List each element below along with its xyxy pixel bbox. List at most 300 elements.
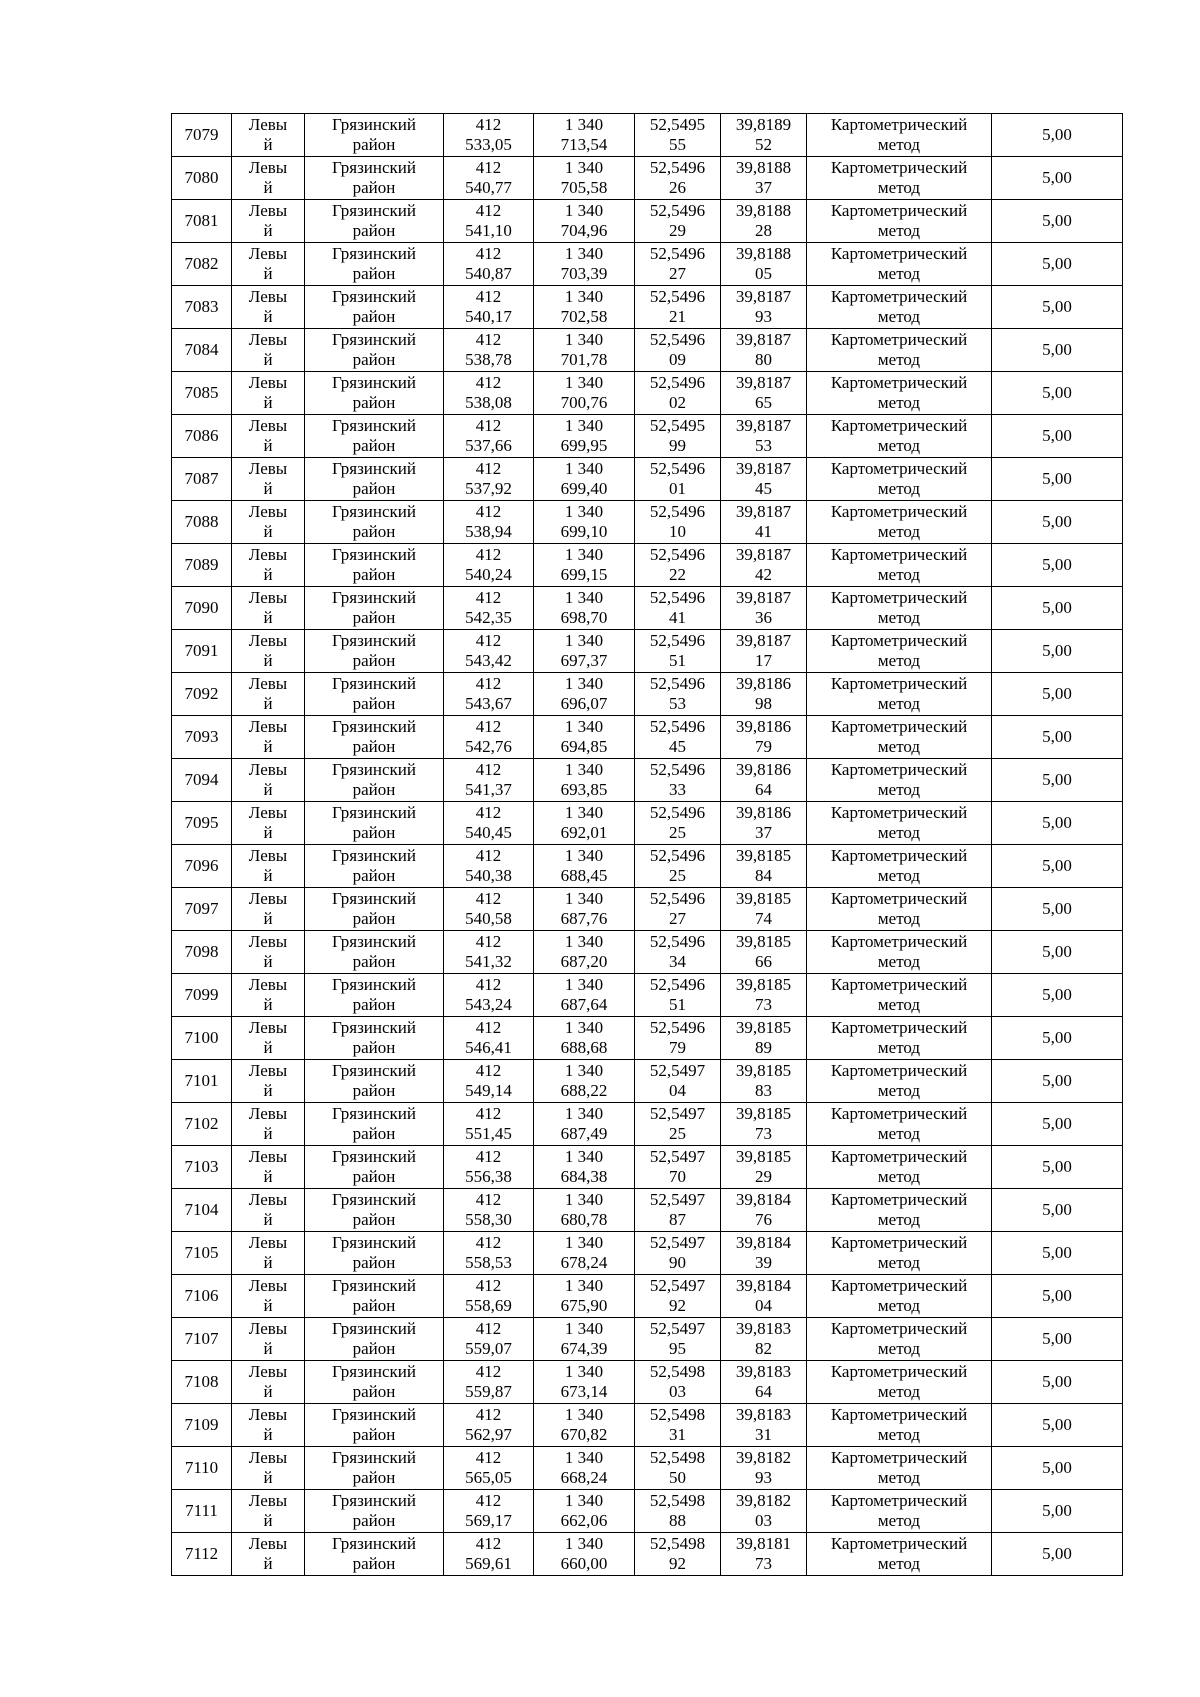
method-cell-line: метод xyxy=(877,866,921,885)
point-number-cell: 7084 xyxy=(172,329,232,372)
latitude-cell-line: 52,5496 xyxy=(649,717,706,736)
method-cell xyxy=(807,372,992,415)
x-coordinate-cell-line: 540,45 xyxy=(465,823,512,842)
accuracy-cell: 5,00 xyxy=(992,200,1123,243)
point-number-cell: 7106 xyxy=(172,1275,232,1318)
method-cell-line: метод xyxy=(877,909,921,928)
y-coordinate-cell xyxy=(534,415,635,458)
x-coordinate-cell xyxy=(444,974,534,1017)
table-row xyxy=(172,1017,1123,1060)
table-row xyxy=(172,1447,1123,1490)
longitude-cell-line: 39,8185 xyxy=(735,1104,792,1123)
point-number-cell: 7110 xyxy=(172,1447,232,1490)
side-cell-line: Левы xyxy=(248,502,288,521)
x-coordinate-cell-line: 541,37 xyxy=(465,780,512,799)
longitude-cell-line: 66 xyxy=(755,952,772,971)
x-coordinate-cell xyxy=(444,501,534,544)
district-cell-line: район xyxy=(352,1511,396,1530)
side-cell-line: й xyxy=(263,1253,273,1272)
latitude-cell xyxy=(635,157,721,200)
side-cell-line: й xyxy=(263,264,273,283)
longitude-cell xyxy=(721,200,807,243)
district-cell-line: Грязинский xyxy=(332,244,416,263)
x-coordinate-cell xyxy=(444,802,534,845)
y-coordinate-cell-line: 703,39 xyxy=(560,264,608,283)
x-coordinate-cell-line: 412 xyxy=(475,1276,502,1295)
side-cell-line: Левы xyxy=(248,975,288,994)
longitude-cell-line: 39,8182 xyxy=(735,1491,792,1510)
latitude-cell-line: 52,5498 xyxy=(649,1362,706,1381)
method-cell-line: метод xyxy=(877,952,921,971)
y-coordinate-cell xyxy=(534,974,635,1017)
x-coordinate-cell xyxy=(444,1017,534,1060)
x-coordinate-cell xyxy=(444,1447,534,1490)
side-cell-line: Левы xyxy=(248,846,288,865)
side-cell xyxy=(232,587,305,630)
district-cell xyxy=(305,888,444,931)
district-cell-line: район xyxy=(352,995,396,1014)
table-row xyxy=(172,329,1123,372)
y-coordinate-cell-line: 692,01 xyxy=(560,823,608,842)
side-cell-line: Левы xyxy=(248,373,288,392)
x-coordinate-cell-line: 412 xyxy=(475,1534,502,1553)
y-coordinate-cell-line: 678,24 xyxy=(560,1253,608,1272)
longitude-cell-line: 37 xyxy=(755,823,772,842)
side-cell xyxy=(232,630,305,673)
side-cell-line: й xyxy=(263,1511,273,1530)
district-cell-line: Грязинский xyxy=(332,115,416,134)
method-cell-line: Картометрический xyxy=(830,674,968,693)
y-coordinate-cell-line: 687,20 xyxy=(560,952,608,971)
method-cell-line: Картометрический xyxy=(830,932,968,951)
latitude-cell-line: 29 xyxy=(669,221,686,240)
longitude-cell-line: 39 xyxy=(755,1253,772,1272)
latitude-cell xyxy=(635,1060,721,1103)
latitude-cell xyxy=(635,1404,721,1447)
y-coordinate-cell-line: 699,15 xyxy=(560,565,608,584)
district-cell-line: район xyxy=(352,952,396,971)
accuracy-cell: 5,00 xyxy=(992,1490,1123,1533)
y-coordinate-cell-line: 688,45 xyxy=(560,866,608,885)
side-cell-line: Левы xyxy=(248,158,288,177)
side-cell-line: Левы xyxy=(248,1190,288,1209)
longitude-cell-line: 39,8186 xyxy=(735,760,792,779)
longitude-cell-line: 39,8185 xyxy=(735,1147,792,1166)
method-cell xyxy=(807,759,992,802)
table-row xyxy=(172,931,1123,974)
district-cell-line: Грязинский xyxy=(332,459,416,478)
district-cell xyxy=(305,630,444,673)
y-coordinate-cell-line: 680,78 xyxy=(560,1210,608,1229)
x-coordinate-cell xyxy=(444,243,534,286)
district-cell-line: район xyxy=(352,1468,396,1487)
side-cell-line: Левы xyxy=(248,803,288,822)
side-cell-line: Левы xyxy=(248,1104,288,1123)
district-cell-line: Грязинский xyxy=(332,201,416,220)
district-cell xyxy=(305,1490,444,1533)
method-cell-line: Картометрический xyxy=(830,1362,968,1381)
side-cell xyxy=(232,544,305,587)
longitude-cell xyxy=(721,114,807,157)
y-coordinate-cell-line: 684,38 xyxy=(560,1167,608,1186)
side-cell xyxy=(232,157,305,200)
district-cell xyxy=(305,1447,444,1490)
longitude-cell xyxy=(721,630,807,673)
y-coordinate-cell xyxy=(534,1103,635,1146)
district-cell-line: район xyxy=(352,1296,396,1315)
method-cell xyxy=(807,888,992,931)
latitude-cell-line: 25 xyxy=(669,1124,686,1143)
table-row xyxy=(172,157,1123,200)
district-cell xyxy=(305,544,444,587)
district-cell-line: Грязинский xyxy=(332,287,416,306)
method-cell-line: метод xyxy=(877,651,921,670)
x-coordinate-cell xyxy=(444,1275,534,1318)
y-coordinate-cell xyxy=(534,1404,635,1447)
longitude-cell-line: 39,8187 xyxy=(735,502,792,521)
district-cell-line: Грязинский xyxy=(332,158,416,177)
latitude-cell-line: 52,5498 xyxy=(649,1448,706,1467)
district-cell-line: район xyxy=(352,178,396,197)
accuracy-cell: 5,00 xyxy=(992,1103,1123,1146)
latitude-cell-line: 52,5496 xyxy=(649,760,706,779)
district-cell-line: район xyxy=(352,264,396,283)
x-coordinate-cell-line: 412 xyxy=(475,1018,502,1037)
longitude-cell xyxy=(721,716,807,759)
side-cell-line: Левы xyxy=(248,1147,288,1166)
x-coordinate-cell-line: 412 xyxy=(475,846,502,865)
latitude-cell-line: 52,5496 xyxy=(649,330,706,349)
district-cell-line: район xyxy=(352,479,396,498)
y-coordinate-cell-line: 1 340 xyxy=(564,932,604,951)
point-number-cell: 7105 xyxy=(172,1232,232,1275)
y-coordinate-cell-line: 1 340 xyxy=(564,846,604,865)
latitude-cell-line: 70 xyxy=(669,1167,686,1186)
side-cell-line: й xyxy=(263,436,273,455)
side-cell-line: Левы xyxy=(248,588,288,607)
latitude-cell-line: 01 xyxy=(669,479,686,498)
latitude-cell-line: 52,5497 xyxy=(649,1147,706,1166)
longitude-cell xyxy=(721,759,807,802)
x-coordinate-cell xyxy=(444,1318,534,1361)
longitude-cell xyxy=(721,329,807,372)
y-coordinate-cell-line: 1 340 xyxy=(564,1276,604,1295)
latitude-cell-line: 52,5497 xyxy=(649,1061,706,1080)
side-cell-line: й xyxy=(263,780,273,799)
district-cell-line: Грязинский xyxy=(332,1233,416,1252)
side-cell-line: Левы xyxy=(248,1362,288,1381)
district-cell-line: район xyxy=(352,1339,396,1358)
district-cell-line: Грязинский xyxy=(332,1018,416,1037)
method-cell-line: метод xyxy=(877,264,921,283)
table-row xyxy=(172,544,1123,587)
district-cell xyxy=(305,286,444,329)
method-cell xyxy=(807,1361,992,1404)
side-cell xyxy=(232,243,305,286)
latitude-cell xyxy=(635,1189,721,1232)
method-cell-line: Картометрический xyxy=(830,1233,968,1252)
side-cell-line: Левы xyxy=(248,1405,288,1424)
latitude-cell xyxy=(635,243,721,286)
x-coordinate-cell xyxy=(444,1533,534,1576)
latitude-cell-line: 92 xyxy=(669,1296,686,1315)
method-cell-line: метод xyxy=(877,1339,921,1358)
latitude-cell-line: 26 xyxy=(669,178,686,197)
side-cell-line: й xyxy=(263,1296,273,1315)
table-row xyxy=(172,587,1123,630)
method-cell xyxy=(807,1490,992,1533)
y-coordinate-cell xyxy=(534,845,635,888)
side-cell-line: Левы xyxy=(248,287,288,306)
y-coordinate-cell-line: 693,85 xyxy=(560,780,608,799)
district-cell xyxy=(305,243,444,286)
longitude-cell-line: 39,8183 xyxy=(735,1405,792,1424)
x-coordinate-cell-line: 540,17 xyxy=(465,307,512,326)
accuracy-cell: 5,00 xyxy=(992,1533,1123,1576)
coordinates-table xyxy=(171,113,1123,1576)
x-coordinate-cell-line: 549,14 xyxy=(465,1081,512,1100)
longitude-cell-line: 36 xyxy=(755,608,772,627)
point-number-cell: 7090 xyxy=(172,587,232,630)
accuracy-cell: 5,00 xyxy=(992,372,1123,415)
district-cell-line: район xyxy=(352,1554,396,1573)
method-cell-line: Картометрический xyxy=(830,502,968,521)
side-cell xyxy=(232,1103,305,1146)
x-coordinate-cell-line: 558,69 xyxy=(465,1296,512,1315)
district-cell-line: район xyxy=(352,651,396,670)
accuracy-cell: 5,00 xyxy=(992,1404,1123,1447)
longitude-cell-line: 03 xyxy=(755,1511,772,1530)
district-cell-line: Грязинский xyxy=(332,846,416,865)
method-cell-line: Картометрический xyxy=(830,1491,968,1510)
longitude-cell xyxy=(721,673,807,716)
y-coordinate-cell-line: 1 340 xyxy=(564,760,604,779)
method-cell-line: метод xyxy=(877,1167,921,1186)
accuracy-cell: 5,00 xyxy=(992,673,1123,716)
side-cell-line: й xyxy=(263,866,273,885)
table-row xyxy=(172,630,1123,673)
x-coordinate-cell-line: 569,61 xyxy=(465,1554,512,1573)
longitude-cell-line: 39,8188 xyxy=(735,244,792,263)
latitude-cell xyxy=(635,716,721,759)
longitude-cell xyxy=(721,888,807,931)
district-cell-line: район xyxy=(352,565,396,584)
method-cell-line: метод xyxy=(877,479,921,498)
latitude-cell-line: 45 xyxy=(669,737,686,756)
table-body xyxy=(172,114,1123,1576)
district-cell xyxy=(305,1146,444,1189)
point-number-cell: 7085 xyxy=(172,372,232,415)
y-coordinate-cell xyxy=(534,458,635,501)
y-coordinate-cell xyxy=(534,200,635,243)
district-cell-line: Грязинский xyxy=(332,1491,416,1510)
point-number-cell: 7111 xyxy=(172,1490,232,1533)
latitude-cell-line: 52,5496 xyxy=(649,889,706,908)
accuracy-cell: 5,00 xyxy=(992,1189,1123,1232)
district-cell-line: Грязинский xyxy=(332,631,416,650)
y-coordinate-cell-line: 674,39 xyxy=(560,1339,608,1358)
x-coordinate-cell-line: 412 xyxy=(475,975,502,994)
x-coordinate-cell-line: 412 xyxy=(475,545,502,564)
y-coordinate-cell-line: 688,22 xyxy=(560,1081,608,1100)
method-cell-line: метод xyxy=(877,565,921,584)
x-coordinate-cell xyxy=(444,458,534,501)
side-cell-line: Левы xyxy=(248,760,288,779)
longitude-cell-line: 83 xyxy=(755,1081,772,1100)
side-cell-line: Левы xyxy=(248,631,288,650)
y-coordinate-cell-line: 1 340 xyxy=(564,244,604,263)
y-coordinate-cell-line: 1 340 xyxy=(564,158,604,177)
method-cell-line: Картометрический xyxy=(830,588,968,607)
district-cell-line: район xyxy=(352,135,396,154)
longitude-cell-line: 39,8185 xyxy=(735,932,792,951)
accuracy-cell: 5,00 xyxy=(992,888,1123,931)
method-cell-line: метод xyxy=(877,1038,921,1057)
method-cell xyxy=(807,157,992,200)
point-number-cell: 7102 xyxy=(172,1103,232,1146)
y-coordinate-cell xyxy=(534,243,635,286)
side-cell xyxy=(232,114,305,157)
side-cell xyxy=(232,1275,305,1318)
side-cell-line: Левы xyxy=(248,1319,288,1338)
y-coordinate-cell-line: 1 340 xyxy=(564,889,604,908)
district-cell xyxy=(305,1103,444,1146)
point-number-cell: 7094 xyxy=(172,759,232,802)
longitude-cell-line: 39,8181 xyxy=(735,1534,792,1553)
longitude-cell-line: 39,8188 xyxy=(735,158,792,177)
y-coordinate-cell xyxy=(534,1060,635,1103)
method-cell-line: Картометрический xyxy=(830,287,968,306)
longitude-cell-line: 39,8182 xyxy=(735,1448,792,1467)
latitude-cell-line: 53 xyxy=(669,694,686,713)
side-cell xyxy=(232,329,305,372)
y-coordinate-cell-line: 1 340 xyxy=(564,1491,604,1510)
y-coordinate-cell xyxy=(534,1275,635,1318)
y-coordinate-cell-line: 1 340 xyxy=(564,1190,604,1209)
latitude-cell xyxy=(635,1318,721,1361)
method-cell-line: Картометрический xyxy=(830,1405,968,1424)
longitude-cell xyxy=(721,931,807,974)
y-coordinate-cell xyxy=(534,1318,635,1361)
latitude-cell-line: 51 xyxy=(669,995,686,1014)
y-coordinate-cell xyxy=(534,587,635,630)
district-cell-line: район xyxy=(352,307,396,326)
method-cell xyxy=(807,501,992,544)
method-cell-line: метод xyxy=(877,780,921,799)
table-row xyxy=(172,1318,1123,1361)
latitude-cell xyxy=(635,1146,721,1189)
side-cell-line: й xyxy=(263,737,273,756)
latitude-cell xyxy=(635,974,721,1017)
y-coordinate-cell-line: 1 340 xyxy=(564,803,604,822)
table-row xyxy=(172,1361,1123,1404)
accuracy-cell: 5,00 xyxy=(992,845,1123,888)
latitude-cell-line: 52,5496 xyxy=(649,631,706,650)
x-coordinate-cell xyxy=(444,1232,534,1275)
latitude-cell xyxy=(635,1275,721,1318)
y-coordinate-cell-line: 1 340 xyxy=(564,330,604,349)
accuracy-cell: 5,00 xyxy=(992,630,1123,673)
longitude-cell-line: 39,8187 xyxy=(735,287,792,306)
x-coordinate-cell-line: 543,24 xyxy=(465,995,512,1014)
x-coordinate-cell-line: 540,24 xyxy=(465,565,512,584)
table-row xyxy=(172,1275,1123,1318)
longitude-cell xyxy=(721,1103,807,1146)
longitude-cell xyxy=(721,845,807,888)
method-cell xyxy=(807,716,992,759)
method-cell xyxy=(807,1447,992,1490)
accuracy-cell: 5,00 xyxy=(992,458,1123,501)
x-coordinate-cell xyxy=(444,114,534,157)
side-cell-line: й xyxy=(263,1167,273,1186)
x-coordinate-cell-line: 412 xyxy=(475,1491,502,1510)
y-coordinate-cell xyxy=(534,157,635,200)
method-cell xyxy=(807,630,992,673)
district-cell xyxy=(305,1404,444,1447)
latitude-cell-line: 52,5497 xyxy=(649,1319,706,1338)
accuracy-cell: 5,00 xyxy=(992,1275,1123,1318)
longitude-cell-line: 73 xyxy=(755,995,772,1014)
method-cell-line: Картометрический xyxy=(830,975,968,994)
y-coordinate-cell-line: 1 340 xyxy=(564,1405,604,1424)
method-cell xyxy=(807,286,992,329)
x-coordinate-cell-line: 412 xyxy=(475,889,502,908)
side-cell xyxy=(232,372,305,415)
x-coordinate-cell xyxy=(444,157,534,200)
x-coordinate-cell-line: 533,05 xyxy=(465,135,512,154)
longitude-cell xyxy=(721,1060,807,1103)
latitude-cell xyxy=(635,673,721,716)
method-cell-line: Картометрический xyxy=(830,717,968,736)
longitude-cell-line: 39,8188 xyxy=(735,201,792,220)
y-coordinate-cell-line: 687,76 xyxy=(560,909,608,928)
x-coordinate-cell-line: 412 xyxy=(475,1319,502,1338)
district-cell-line: район xyxy=(352,522,396,541)
method-cell-line: Картометрический xyxy=(830,115,968,134)
x-coordinate-cell-line: 412 xyxy=(475,330,502,349)
method-cell xyxy=(807,243,992,286)
district-cell xyxy=(305,587,444,630)
district-cell-line: Грязинский xyxy=(332,1362,416,1381)
latitude-cell-line: 52,5495 xyxy=(649,115,706,134)
latitude-cell-line: 21 xyxy=(669,307,686,326)
longitude-cell-line: 39,8185 xyxy=(735,889,792,908)
y-coordinate-cell-line: 1 340 xyxy=(564,545,604,564)
x-coordinate-cell-line: 551,45 xyxy=(465,1124,512,1143)
latitude-cell xyxy=(635,415,721,458)
latitude-cell-line: 52,5496 xyxy=(649,201,706,220)
longitude-cell xyxy=(721,544,807,587)
latitude-cell-line: 04 xyxy=(669,1081,686,1100)
y-coordinate-cell xyxy=(534,1361,635,1404)
latitude-cell-line: 52,5496 xyxy=(649,502,706,521)
district-cell-line: район xyxy=(352,221,396,240)
method-cell-line: метод xyxy=(877,135,921,154)
x-coordinate-cell xyxy=(444,587,534,630)
y-coordinate-cell-line: 1 340 xyxy=(564,201,604,220)
method-cell-line: Картометрический xyxy=(830,1018,968,1037)
latitude-cell-line: 88 xyxy=(669,1511,686,1530)
side-cell-line: й xyxy=(263,823,273,842)
latitude-cell xyxy=(635,931,721,974)
x-coordinate-cell-line: 412 xyxy=(475,201,502,220)
x-coordinate-cell-line: 559,87 xyxy=(465,1382,512,1401)
side-cell-line: й xyxy=(263,1425,273,1444)
longitude-cell-line: 39,8187 xyxy=(735,373,792,392)
point-number-cell: 7091 xyxy=(172,630,232,673)
y-coordinate-cell xyxy=(534,1017,635,1060)
district-cell-line: район xyxy=(352,823,396,842)
